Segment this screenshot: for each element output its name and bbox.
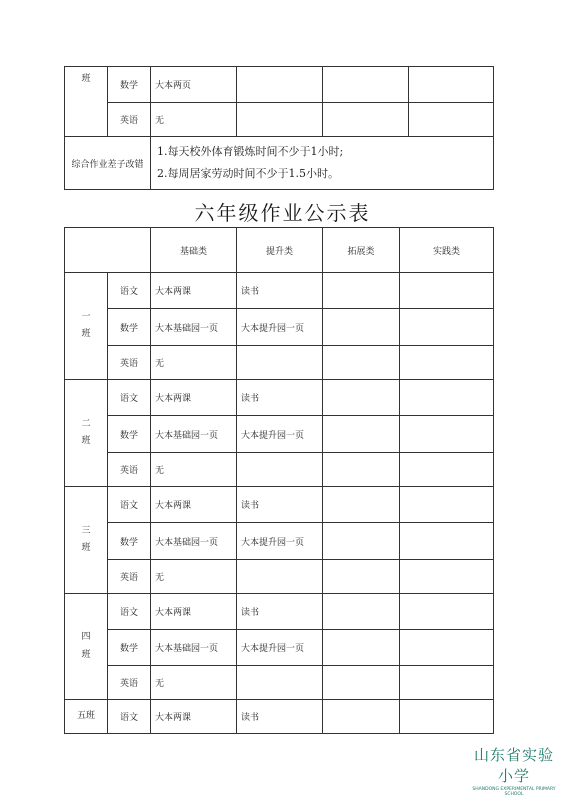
school-logo-chinese: 山东省实验小学 xyxy=(473,746,554,785)
table-row xyxy=(65,346,494,380)
subject-cell: 英语 xyxy=(108,666,151,700)
practice-cell xyxy=(400,523,494,560)
table-row xyxy=(65,309,494,346)
class-label-cell xyxy=(65,67,108,137)
header-advanced: 提升类 xyxy=(237,228,323,273)
practice-cell xyxy=(400,630,494,666)
table-row xyxy=(65,666,494,700)
notes-line-1: 1.每天校外体育锻炼时间不少于1小时; xyxy=(157,145,344,158)
extended-cell xyxy=(323,273,400,309)
advanced-cell xyxy=(237,666,323,700)
practice-cell xyxy=(400,700,494,734)
basic-cell: 大本基础园一页 xyxy=(151,416,237,453)
header-practice: 实践类 xyxy=(400,228,494,273)
class-label: 班 xyxy=(81,74,91,84)
homework-table xyxy=(64,227,494,734)
advanced-cell: 读书 xyxy=(237,273,323,309)
advanced-cell: 大本提升园一页 xyxy=(237,309,323,346)
class-name-suffix: 班 xyxy=(81,329,91,339)
basic-cell: 无 xyxy=(151,103,237,137)
subject-cell: 英语 xyxy=(108,346,151,380)
school-logo xyxy=(468,744,560,797)
subject-cell: 英语 xyxy=(108,560,151,594)
advanced-cell xyxy=(237,346,323,380)
practice-cell xyxy=(400,273,494,309)
subject-cell: 语文 xyxy=(108,594,151,630)
subject-cell: 语文 xyxy=(108,273,151,309)
practice-cell xyxy=(400,453,494,487)
basic-cell: 大本两课 xyxy=(151,380,237,416)
table-row xyxy=(65,560,494,594)
advanced-cell: 大本提升园一页 xyxy=(237,416,323,453)
table-row xyxy=(65,416,494,453)
practice-cell xyxy=(400,346,494,380)
table-row xyxy=(65,630,494,666)
extended-cell xyxy=(323,309,400,346)
homework-table-body xyxy=(65,273,494,734)
practice-cell xyxy=(400,594,494,630)
subject-cell: 数学 xyxy=(108,630,151,666)
subject-cell: 语文 xyxy=(108,487,151,523)
extended-cell xyxy=(323,380,400,416)
practice-cell xyxy=(400,666,494,700)
table-row xyxy=(65,453,494,487)
extended-cell xyxy=(323,560,400,594)
class-name: 二 xyxy=(81,418,91,429)
table-row xyxy=(65,380,494,416)
practice-cell xyxy=(409,67,494,103)
advanced-cell xyxy=(237,103,323,137)
class-name-cell xyxy=(65,700,108,734)
extended-cell xyxy=(323,630,400,666)
header-basic: 基础类 xyxy=(151,228,237,273)
notes-cell xyxy=(151,137,494,190)
extended-cell xyxy=(323,666,400,700)
class-name: 三 xyxy=(81,525,91,536)
basic-cell: 大本两课 xyxy=(151,273,237,309)
extended-cell xyxy=(323,346,400,380)
table-row xyxy=(65,523,494,560)
advanced-cell: 读书 xyxy=(237,380,323,416)
practice-cell xyxy=(400,416,494,453)
subject-cell: 英语 xyxy=(108,453,151,487)
basic-cell: 无 xyxy=(151,346,237,380)
basic-cell: 大本两课 xyxy=(151,700,237,734)
basic-cell: 大本两页 xyxy=(151,67,237,103)
practice-cell xyxy=(400,487,494,523)
subject-cell: 数学 xyxy=(108,523,151,560)
school-logo-english: SHANDONG EXPERIMENTAL PRIMARY SCHOOL xyxy=(472,787,556,797)
extended-cell xyxy=(323,594,400,630)
advanced-cell xyxy=(237,453,323,487)
basic-cell: 大本基础园一页 xyxy=(151,630,237,666)
extended-cell xyxy=(323,523,400,560)
header-extended: 拓展类 xyxy=(323,228,400,273)
table-row xyxy=(65,700,494,734)
notes-label-cell: 综合作业差子改错 xyxy=(65,137,151,190)
class-name-cell xyxy=(65,487,108,594)
advanced-cell: 大本提升园一页 xyxy=(237,630,323,666)
class-name-suffix: 班 xyxy=(81,543,91,553)
extended-cell xyxy=(323,103,409,137)
basic-cell: 大本基础园一页 xyxy=(151,309,237,346)
table-row xyxy=(65,594,494,630)
subject-cell: 数学 xyxy=(108,67,151,103)
practice-cell xyxy=(400,560,494,594)
class-name-suffix: 班 xyxy=(81,436,91,446)
class-name-cell xyxy=(65,273,108,380)
extended-cell xyxy=(323,67,409,103)
table-row xyxy=(65,273,494,309)
advanced-cell xyxy=(237,67,323,103)
class-name: 四 xyxy=(81,632,91,643)
basic-cell: 无 xyxy=(151,560,237,594)
basic-cell: 无 xyxy=(151,453,237,487)
subject-cell: 英语 xyxy=(108,103,151,137)
class-name: 五班 xyxy=(76,710,95,721)
extended-cell xyxy=(323,700,400,734)
header-row xyxy=(65,228,494,273)
page-title: 六年级作业公示表 xyxy=(194,201,371,225)
advanced-cell xyxy=(237,560,323,594)
practice-cell xyxy=(400,309,494,346)
basic-cell: 无 xyxy=(151,666,237,700)
subject-cell: 数学 xyxy=(108,309,151,346)
basic-cell: 大本两课 xyxy=(151,594,237,630)
advanced-cell: 读书 xyxy=(237,594,323,630)
class-name-cell xyxy=(65,380,108,487)
class-name-suffix: 班 xyxy=(81,649,91,660)
subject-cell: 数学 xyxy=(108,416,151,453)
extended-cell xyxy=(323,453,400,487)
advanced-cell: 大本提升园一页 xyxy=(237,523,323,560)
header-corner-cell xyxy=(65,228,151,273)
practice-cell xyxy=(409,103,494,137)
extended-cell xyxy=(323,416,400,453)
table-row xyxy=(65,487,494,523)
practice-cell xyxy=(400,380,494,416)
basic-cell: 大本两课 xyxy=(151,487,237,523)
notes-line-2: 2.每周居家劳动时间不少于1.5小时。 xyxy=(157,167,339,180)
previous-grade-table-fragment xyxy=(64,66,494,190)
advanced-cell: 读书 xyxy=(237,700,323,734)
class-name: 一 xyxy=(81,311,91,322)
basic-cell: 大本基础园一页 xyxy=(151,523,237,560)
advanced-cell: 读书 xyxy=(237,487,323,523)
extended-cell xyxy=(323,487,400,523)
subject-cell: 语文 xyxy=(108,700,151,734)
class-name-cell xyxy=(65,594,108,700)
subject-cell: 语文 xyxy=(108,380,151,416)
